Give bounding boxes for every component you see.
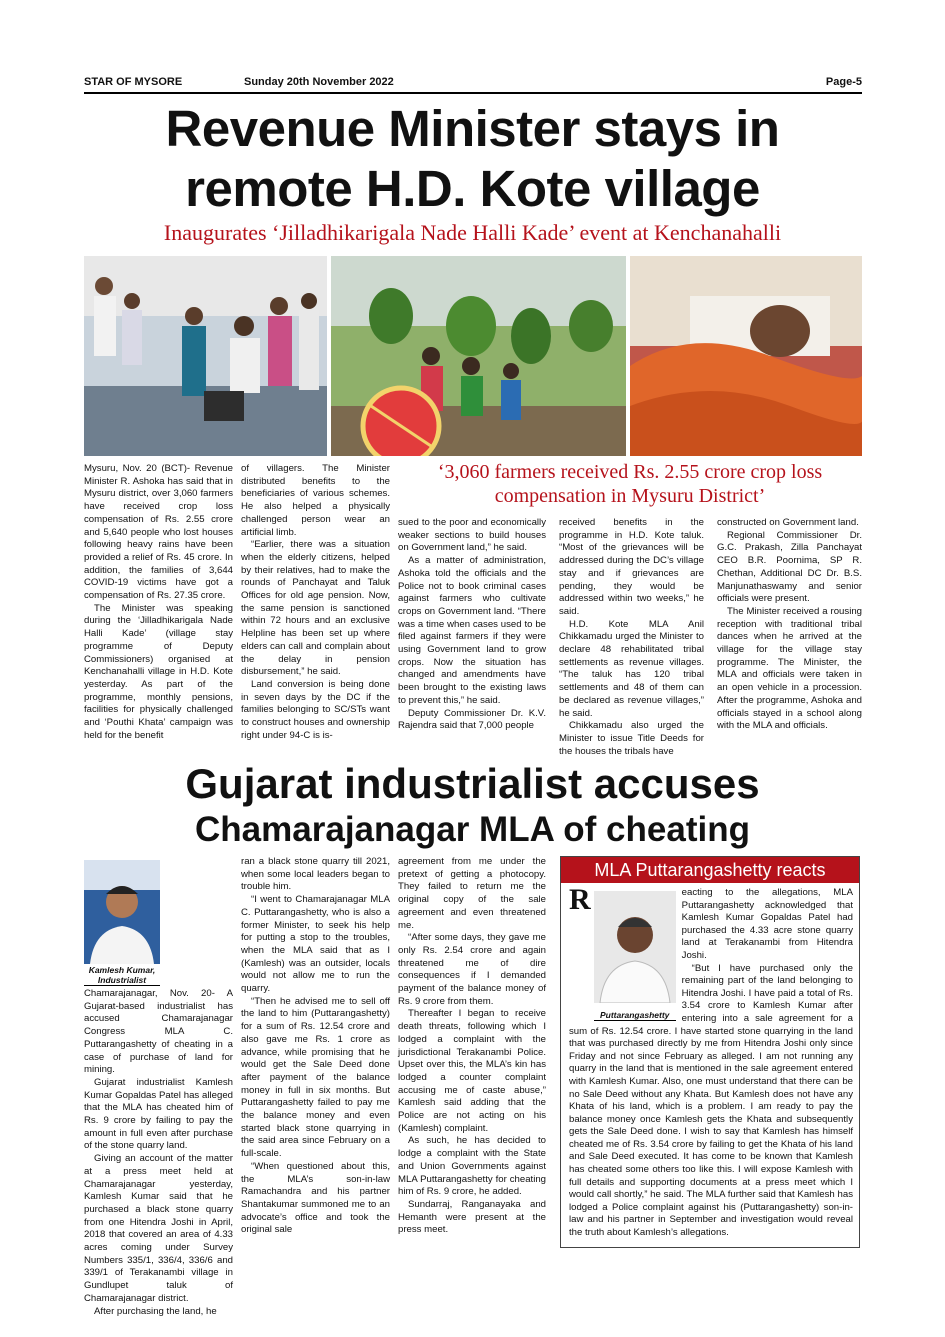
story1-subheadline: Inaugurates ‘Jilladhikarigala Nade Halli Kade’ event at Kenchanahalli xyxy=(163,220,782,245)
story1-col3-para-3: Deputy Commissioner Dr. K.V. Rajendra said that 7,000 people xyxy=(398,707,546,732)
story2-col3-para-2: “After some days, they gave me only Rs. 2.54 crore and again threatened me of dire consequences if I demanded payment of the balance money of Rs. 9 crore from them. xyxy=(398,932,546,1007)
pull-quote-line2: compensation in Mysuru District’ xyxy=(494,485,766,507)
pull-quote-line1: ‘3,060 farmers received Rs. 2.55 crore crop loss xyxy=(437,461,823,483)
kamlesh-caption-line1: Kamlesh Kumar, xyxy=(88,965,156,975)
story2-column-2 xyxy=(241,856,390,1237)
photo-minister-event xyxy=(84,256,327,456)
story1-col1-para-1: Mysuru, Nov. 20 (BCT)- Revenue Minister R. Ashoka has said that in Mysuru district, over 3,060 farmers have received crop loss compensation of Rs. 2.55 crore and 5,640 people who lost houses following heavy rains have been provided a relief of Rs. 45 crore. In addition, the families of 3,644 COVID-19 victims have got a compensation of Rs. 27.35 crore. xyxy=(84,463,233,602)
story2-headline-line1: Gujarat industrialist accuses xyxy=(185,760,760,807)
story1-col2-para-3: Land conversion is being done in seven days by the DC if the families belonging to SC/STs want to construct houses and ownership right under 94-C is is- xyxy=(241,678,390,741)
story2-column-1 xyxy=(84,856,233,1318)
story1-col4-para-3: Chikkamadu also urged the Minister to issue Title Deeds for the houses the tribals have xyxy=(559,720,704,757)
photo-minister-sleeping xyxy=(630,256,862,456)
mla-reacts-text xyxy=(569,883,853,1240)
dropcap: R xyxy=(569,883,591,916)
story1-col4-para-1: received benefits in the programme in H.D. Kote taluk. “Most of the grievances will be addressed during the DC’s village stay and if grievances are pending, they would be addressed within two weeks,” he said. xyxy=(559,517,704,617)
story1-col2-para-1: of villagers. The Minister distributed benefits to the beneficiaries of various schemes. He also helped a physically challenged person wear an artificial limb. xyxy=(241,463,390,538)
story1-col1-para-2: The Minister was speaking during the ‘Jilladhikarigala Nade Halli Kade’ (village stay programme of Deputy Commissioners) organised at Kenchanahalli village in H.D. Kote yesterday. As part of the programme, monthly pensions, facilities for physically challenged and ‘Pouthi Khata’ campaign was held for the benefit xyxy=(84,602,233,741)
story1-col5-para-3: The Minister received a rousing reception with traditional tribal dances when he arrived at the village for the village stay programme. The Minister, the MLA and officials were taken in an open vehicle in a procession. After the programme, Ashoka and officials stayed in a school along with the MLA and officials. xyxy=(717,605,862,732)
kamlesh-caption-line2: Industrialist xyxy=(97,975,147,985)
issue-date: Sunday 20th November 2022 xyxy=(244,76,394,88)
story2-col3-para-5: Sundarraj, Ranganayaka and Hemanth were present at the press meet. xyxy=(398,1198,546,1236)
story1-col5-para-2: Regional Commissioner Dr. G.C. Prakash, Zilla Panchayat CEO B.R. Poornima, SP R. Chethan, Additional DC Dr. B.S. Manjunathaswamy and senior officials were present. xyxy=(717,529,862,605)
story2-col2-para-1: ran a black stone quarry till 2021, when some local leaders began to trouble him. xyxy=(241,856,390,893)
story1-column-3 xyxy=(398,517,546,733)
story1-col3-para-2: As a matter of administration, Ashoka told the officials and the Police not to book criminal cases against farmers who cultivate crops on Government land. “There was a time when cases used to be filed against farmers if they were using Government land to grow crops. Now the situation has changed and amendments have been brought to the existing laws to prevent this,” he said. xyxy=(398,555,546,706)
story1-column-1 xyxy=(84,463,233,742)
story2-col1-para-2: Gujarat industrialist Kamlesh Kumar Gopaldas Patel has alleged that the MLA has cheated him of Rs. 9 crore by failing to pay the amount in full even after purchase of the stone quarry land. xyxy=(84,1076,233,1152)
kamlesh-caption xyxy=(84,965,160,986)
page-header xyxy=(84,76,862,92)
mla-reacts-para-1: eacting to the allegations, MLA Puttarangashetty acknowledged that Kamlesh Kumar Gopaldas Patel had purchased the 4.33 acre stone quarry land at Terakanambi from Hitendra Joshi. xyxy=(681,887,853,961)
puttarangashetty-photo xyxy=(594,891,676,1021)
story2-col2-para-4: “When questioned about this, the MLA’s son-in-law Ramachandra and his partner Shantakumar summoned me to an advocate’s office and took the original sale xyxy=(241,1160,390,1236)
publication-name: STAR OF MYSORE xyxy=(84,76,183,88)
story1-col4-para-2: H.D. Kote MLA Anil Chikkamadu urged the Minister to declare 48 rehabilitated tribal settlements as revenue villages. “The taluk has 120 tribal settlements and 48 of them can be declared as revenue villages,” he said. xyxy=(559,618,704,719)
story1-headline-line2: remote H.D. Kote village xyxy=(185,160,760,217)
puttarangashetty-caption: Puttarangashetty xyxy=(594,1010,676,1021)
story1-column-5 xyxy=(717,517,862,733)
header-rule xyxy=(84,92,862,94)
story2-column-3 xyxy=(398,856,546,1237)
mla-reacts-box xyxy=(560,856,860,1248)
story2-col1-para-1: Chamarajanagar, Nov. 20- A Gujarat-based industrialist has accused Chamarajanagar Congress MLA C. Puttarangashetty of cheating in a case of purchase of land for mining. xyxy=(84,988,233,1076)
mla-reacts-para-2: “But I have purchased only the remaining part of the land belonging to Hitendra Joshi. I have paid a total of Rs. 3.54 crore to Kamlesh Kumar after entering into a sale agreement for a sum of Rs. 12.54 crore. I have started stone quarrying in the land that was purchased directly by me from Hitendra Joshi only since Friday and not since February as alleged. I am not running any quarry in the land that is mentioned in the sale agreement entered with Kamlesh Kumar. Also, one must understand that there can be no Sale Deed without any Khata. But Kamlesh does not have any Khata of his land, which is a problem. I am ready to pay the balance money once Kamlesh gets the Khata and subsequently gets the Sale Deed done. I wish to say that Kamlesh has himself cheated me of Rs. 3.54 crore by failing to get the Khata of his land and Sale Deed executed. It has come to be known that Kamlesh has cheated some others too like this. I will expose Kamlesh with full details and supporting documents at a press meet which I would call shortly,” he said. The MLA further said that Kamlesh has lodged a Police complaint against his (Puttarangashetty) son-in-law and his partner in September and investigation would reveal the truth about Kamlesh’s allegations. xyxy=(569,962,853,1239)
story1-pull-quote xyxy=(398,460,862,508)
story2-headline-line2: Chamarajanagar MLA of cheating xyxy=(195,810,750,849)
story1-col3-para-1: sued to the poor and economically weaker sections to build houses on Government land,” he said. xyxy=(398,517,546,554)
story2-col1-para-3: Giving an account of the matter at a press meet held at Chamarajanagar yesterday, Kamlesh Kumar said that he purchased a black stone quarry from one Hitendra Joshi in April, 2018 that covered an area of 4.33 acres coming under Survey Numbers 335/1, 336/4, 336/6 and 339/1 of Terakanambi village in Gundlupet taluk of Chamarajanagar district. xyxy=(84,1153,233,1304)
mla-reacts-title: MLA Puttarangashetty reacts xyxy=(561,857,859,883)
story1-headline-line1: Revenue Minister stays in xyxy=(165,100,780,157)
story2-col3-para-4: As such, he has decided to lodge a complaint with the State and Union Governments against MLA Puttarangashetty for cheating him of Rs. 9 crore, he added. xyxy=(398,1135,546,1198)
photo-tribal-procession xyxy=(331,256,626,456)
page-number: Page-5 xyxy=(825,76,862,88)
story1-col2-para-2: “Earlier, there was a situation when the elderly citizens, helped by their relatives, had to make the rounds of Panchayat and Taluk Offices for old age pension. Now, the same pension is sanctioned within 72 hours and an exclusive Helpline has been set up where elders can call and complain about the delay in pension disbursement,” he said. xyxy=(241,539,390,678)
story1-col5-para-1: constructed on Government land. xyxy=(717,517,859,528)
story2-col2-para-2: “I went to Chamarajanagar MLA C. Puttarangashetty, who is also a former Minister, to seek his help for putting a stop to the troubles, when the MLA said that as I (Kamlesh) was an outsider, locals would not allow me to run the quarry. xyxy=(241,894,390,995)
story2-col2-para-3: “Then he advised me to sell off the land to him (Puttarangashetty) for a sum of Rs. 12.54 crore and also gave me Rs. 1 crore as advance, while promising that he would get the Sale Deed done after payment of the balance money in full in six months. But Puttarangashetty failed to pay me the balance money and even started black stone quarrying in the said area since February on a full-scale. xyxy=(241,995,390,1160)
story2-col3-para-3: Thereafter I began to receive death threats, following which I lodged a complaint with the jurisdictional Terakanambi Police. Upset over this, the MLA’s kin has lodged a counter complaint accusing me of caste abuse,” Kamlesh said adding that the Police are not acting on his (Kamlesh) complaint. xyxy=(398,1008,546,1134)
story1-column-4 xyxy=(559,517,704,758)
story2-col3-para-1: agreement from me under the pretext of getting a photocopy. They failed to return me the original copy of the sale agreement and even threatened me. xyxy=(398,856,546,931)
story1-column-2 xyxy=(241,463,390,742)
story2-col1-para-4: After purchasing the land, he xyxy=(94,1305,217,1317)
kamlesh-kumar-photo xyxy=(84,860,160,986)
